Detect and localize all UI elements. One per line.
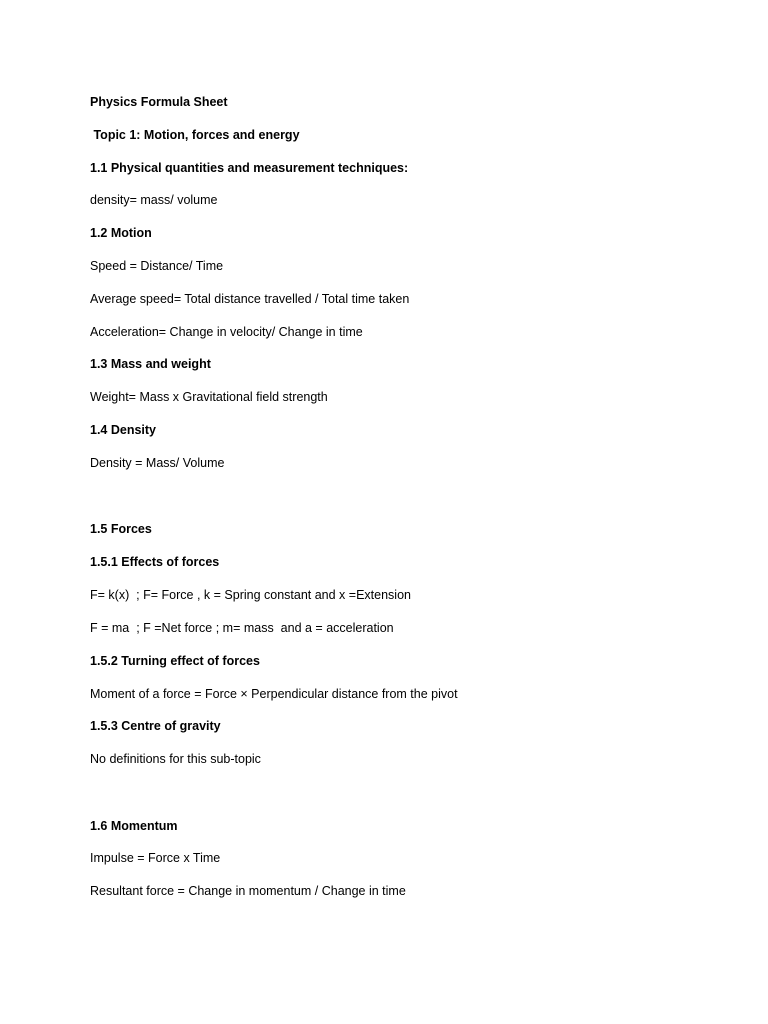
centre-of-gravity-note: No definitions for this sub-topic [90, 752, 261, 766]
section-1-3-heading: 1.3 Mass and weight [90, 357, 211, 371]
density-formula: density= mass/ volume [90, 193, 218, 207]
speed-formula: Speed = Distance/ Time [90, 259, 224, 273]
hookes-law-formula: F= k(x) ; F= Force , k = Spring constant and x =Extension [90, 588, 411, 602]
newton-second-law-formula: F = ma ; F =Net force ; m= mass and a = acceleration [90, 621, 394, 635]
moment-formula: Moment of a force = Force × Perpendicular distance from the pivot [90, 687, 458, 701]
section-1-4-heading: 1.4 Density [90, 423, 157, 437]
section-1-1-heading: 1.1 Physical quantities and measurement techniques: [90, 161, 409, 175]
density-formula-2: Density = Mass/ Volume [90, 456, 225, 470]
section-1-2-heading: 1.2 Motion [90, 226, 152, 240]
weight-formula: Weight= Mass x Gravitational field strength [90, 390, 328, 404]
acceleration-formula: Acceleration= Change in velocity/ Change in time [90, 325, 363, 339]
section-1-5-3-heading: 1.5.3 Centre of gravity [90, 719, 221, 733]
average-speed-formula: Average speed= Total distance travelled / Total time taken [90, 292, 410, 306]
section-1-5-heading: 1.5 Forces [90, 522, 152, 536]
resultant-force-formula: Resultant force = Change in momentum / Change in time [90, 884, 406, 898]
topic-heading: Topic 1: Motion, forces and energy [90, 128, 300, 142]
section-1-5-2-heading: 1.5.2 Turning effect of forces [90, 654, 260, 668]
section-1-5-1-heading: 1.5.1 Effects of forces [90, 555, 220, 569]
impulse-formula: Impulse = Force x Time [90, 851, 221, 865]
section-1-6-heading: 1.6 Momentum [90, 819, 178, 833]
document-title: Physics Formula Sheet [90, 95, 228, 109]
